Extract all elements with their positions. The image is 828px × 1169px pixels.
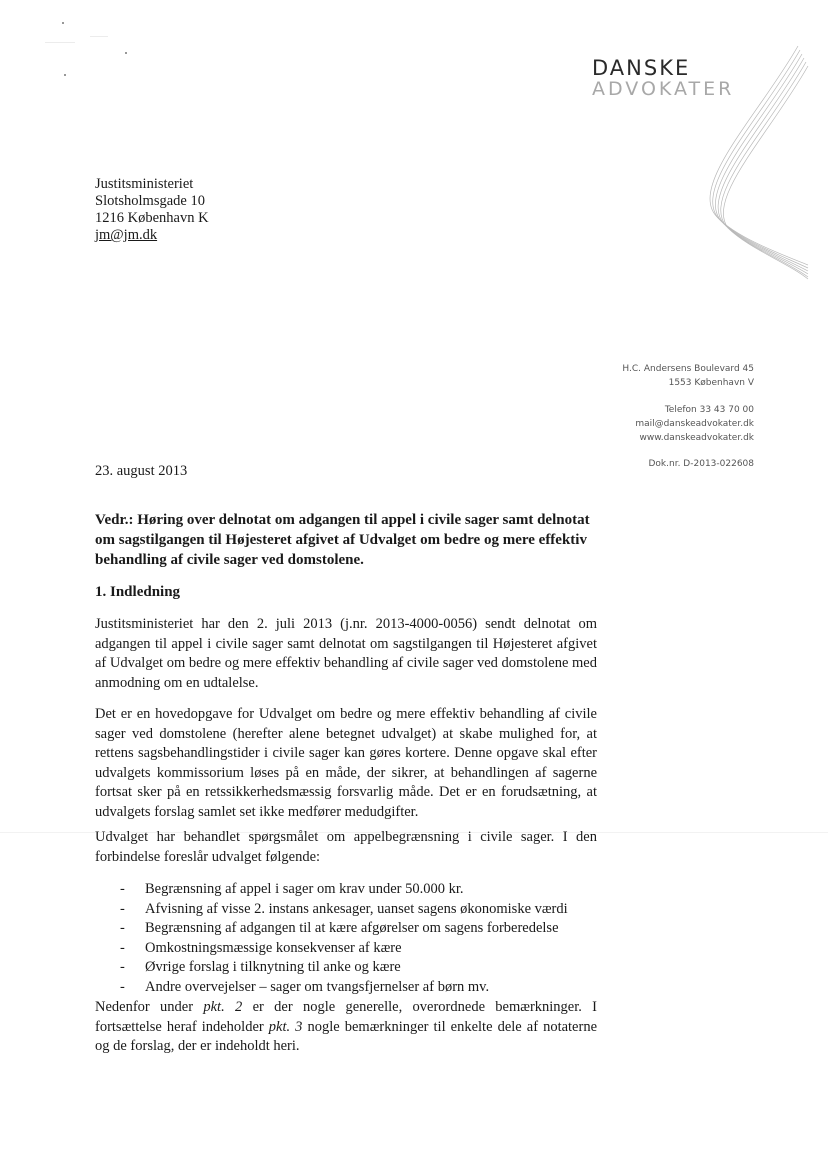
list-item: - Omkostningsmæssige konsekvenser af kære bbox=[120, 939, 600, 959]
scan-speck bbox=[62, 22, 64, 24]
sender-phone: Telefon 33 43 70 00 bbox=[664, 405, 754, 415]
paragraph-1: Justitsministeriet har den 2. juli 2013 (j.nr. 2013-4000-0056) sendt delnotat om adgangen til appel i civile sager samt delnotat om sagstilgangen til Højesteret afgivet af Udvalget om bedre og mere effektiv behandling af civile sager ved domstolene med anmodning om en udtalelse. bbox=[95, 616, 597, 691]
paragraph-4-text: Nedenfor under bbox=[95, 999, 204, 1015]
logo-swoosh-icon bbox=[700, 40, 810, 280]
paragraph-2: Det er en hovedopgave for Udvalget om bedre og mere effektiv behandling af civile sager ved domstolene (herefter alene betegnet udvalget) at skabe mulighed for, at rettens sagsbehandlingstider i civile sager kan gøres kortere. Denne opgave skal efter udvalgets kommissorium løses på en måde, der sikrer, at behandlingen af sagerne fortsat sker på en retssikkerhedsmæssig forsvarlig måde. Det er en forudsætning, at udvalgets forslag samlet set ikke medfører medudgifter. bbox=[95, 706, 597, 820]
paragraph-4 bbox=[95, 998, 597, 1057]
paragraph-3: Udvalget har behandlet spørgsmålet om appelbegrænsning i civile sager. I den forbindelse foreslår udvalget følgende: bbox=[95, 829, 597, 865]
reference-pkt-3: pkt. 3 bbox=[268, 1018, 303, 1035]
recipient-city: 1216 København K bbox=[95, 210, 209, 226]
sender-street: H.C. Andersens Boulevard 45 bbox=[622, 364, 754, 374]
list-item: - Begrænsning af adgangen til at kære afgørelser om sagens forberedelse bbox=[120, 919, 600, 939]
logo-line-1: DANSKE bbox=[592, 56, 691, 80]
subject-line: Vedr.: Høring over delnotat om adgangen til appel i civile sager samt delnotat om sagstilgangen til Højesteret afgivet af Udvalget om bedre og mere effektiv behandling af civile sager ved domstolene. bbox=[95, 512, 590, 568]
recipient-address bbox=[95, 176, 209, 244]
logo-line-2: ADVOKATER bbox=[592, 78, 735, 100]
recipient-street: Slotsholmsgade 10 bbox=[95, 193, 205, 209]
section-heading: 1. Indledning bbox=[95, 584, 181, 600]
scan-mark bbox=[45, 42, 75, 43]
sender-contact bbox=[635, 403, 754, 445]
paragraph-4-text: er der nogle generelle, overordnede bemærkninger. I fortsættelse heraf indeholder bbox=[95, 999, 598, 1035]
scan-speck bbox=[125, 52, 127, 54]
scan-speck bbox=[64, 74, 66, 76]
list-item: - Andre overvejelser – sager om tvangsfjernelser af børn mv. bbox=[120, 978, 600, 998]
recipient-email-link[interactable]: jm@jm.dk bbox=[95, 227, 158, 243]
recipient-name: Justitsministeriet bbox=[95, 176, 194, 192]
document-number: Dok.nr. D-2013-022608 bbox=[648, 459, 754, 469]
sender-web: www.danskeadvokater.dk bbox=[639, 433, 754, 443]
sender-address bbox=[622, 362, 754, 390]
list-item: - Begrænsning af appel i sager om krav under 50.000 kr. bbox=[120, 880, 600, 900]
list-item: - Øvrige forslag i tilknytning til anke og kære bbox=[120, 958, 600, 978]
list-item: - Afvisning af visse 2. instans ankesager, uanset sagens økonomiske værdi bbox=[120, 900, 600, 920]
sender-city: 1553 København V bbox=[668, 378, 754, 388]
scan-mark bbox=[90, 36, 108, 37]
letter-date: 23. august 2013 bbox=[95, 463, 188, 479]
proposal-list bbox=[120, 880, 600, 997]
paragraph-4-text: nogle bemærkninger til enkelte dele af notaterne og de forslag, der er indeholdt heri. bbox=[95, 1018, 598, 1054]
sender-email: mail@danskeadvokater.dk bbox=[635, 419, 754, 429]
reference-pkt-2: pkt. 2 bbox=[203, 999, 243, 1015]
